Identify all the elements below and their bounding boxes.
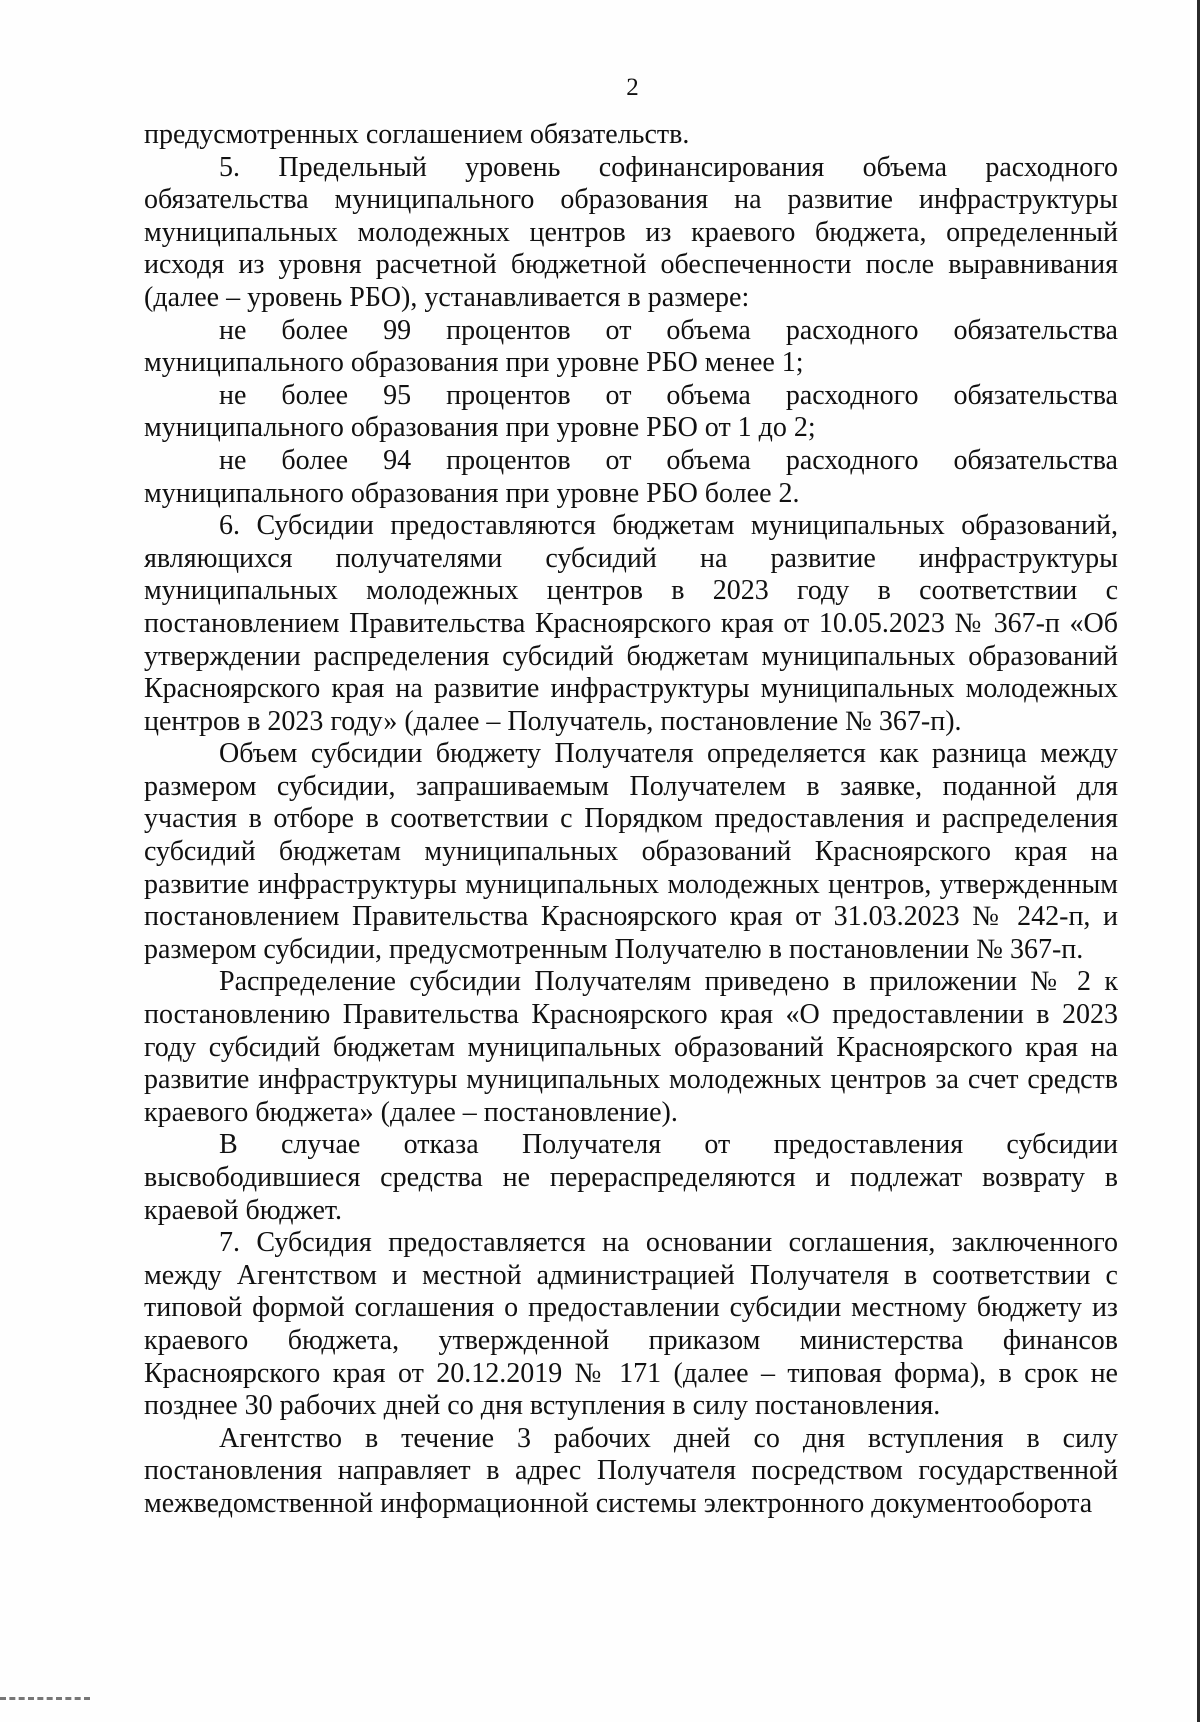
scan-edge-mark — [0, 1697, 90, 1704]
paragraph-level-99: не более 99 процентов от объема расходного обязательства муниципального образования при уровне РБО менее 1; — [144, 314, 1118, 379]
paragraph-level-95: не более 95 процентов от объема расходного обязательства муниципального образования при уровне РБО от 1 до 2; — [144, 379, 1118, 444]
document-body — [144, 119, 1118, 1521]
paragraph-subsidy-distribution: Распределение субсидии Получателям приведено в приложении № 2 к постановлению Правительства Красноярского края «О предоставлении в 2023 году субсидий бюджетам муниципальных образований Красноярского края на развитие инфраструктуры муниципальных молодежных центров за счет средств краевого бюджета» (далее – постановление). — [144, 966, 1118, 1128]
paragraph-continuation: предусмотренных соглашением обязательств. — [144, 119, 690, 150]
paragraph-item-7: 7. Субсидия предоставляется на основании соглашения, заключенного между Агентством и местной администрацией Получателя в соответствии с типовой формой соглашения о предоставлении субсидии местному бюджету из краевого бюджета, утвержденной приказом министерства финансов Красноярского края от 20.12.2019 № 171 (далее – типовая форма), в срок не позднее 30 рабочих дней со дня вступления в силу постановления. — [144, 1227, 1118, 1422]
paragraph-subsidy-volume: Объем субсидии бюджету Получателя определяется как разница между размером субсидии, запрашиваемым Получателем в заявке, поданной для участия в отборе в соответствии с Порядком предоставления и распределения субсидий бюджетам муниципальных образований Красноярского края на развитие инфраструктуры муниципальных молодежных центров, утвержденным постановлением Правительства Красноярского края от 31.03.2023 № 242-п, и размером субсидии, предусмотренным Получателю в постановлении № 367-п. — [144, 738, 1118, 965]
paragraph-agency: Агентство в течение 3 рабочих дней со дня вступления в силу постановления направляет в адрес Получателя посредством государственной межведомственной информационной системы электронного документооборота — [144, 1422, 1118, 1519]
paragraph-item-5: 5. Предельный уровень софинансирования объема расходного обязательства муниципального образования на развитие инфраструктуры муниципальных молодежных центров из краевого бюджета, определенный исходя из уровня расчетной бюджетной обеспеченности после выравнивания (далее – уровень РБО), устанавливается в размере: — [144, 151, 1118, 313]
paragraph-level-94: не более 94 процентов от объема расходного обязательства муниципального образования при уровне РБО более 2. — [144, 444, 1118, 509]
page-number: 2 — [626, 74, 639, 101]
paragraph-item-6: 6. Субсидии предоставляются бюджетам муниципальных образований, являющихся получателями субсидий на развитие инфраструктуры муниципальных молодежных центров в 2023 году в соответствии с постановлением Правительства Красноярского края от 10.05.2023 № 367-п «Об утверждении распределения субсидий бюджетам муниципальных образований Красноярского края на развитие инфраструктуры муниципальных молодежных центров в 2023 году» (далее – Получатель, постановление № 367-п). — [144, 510, 1118, 737]
paragraph-refusal: В случае отказа Получателя от предоставления субсидии высвободившиеся средства не перераспределяются и подлежат возврату в краевой бюджет. — [144, 1129, 1118, 1226]
